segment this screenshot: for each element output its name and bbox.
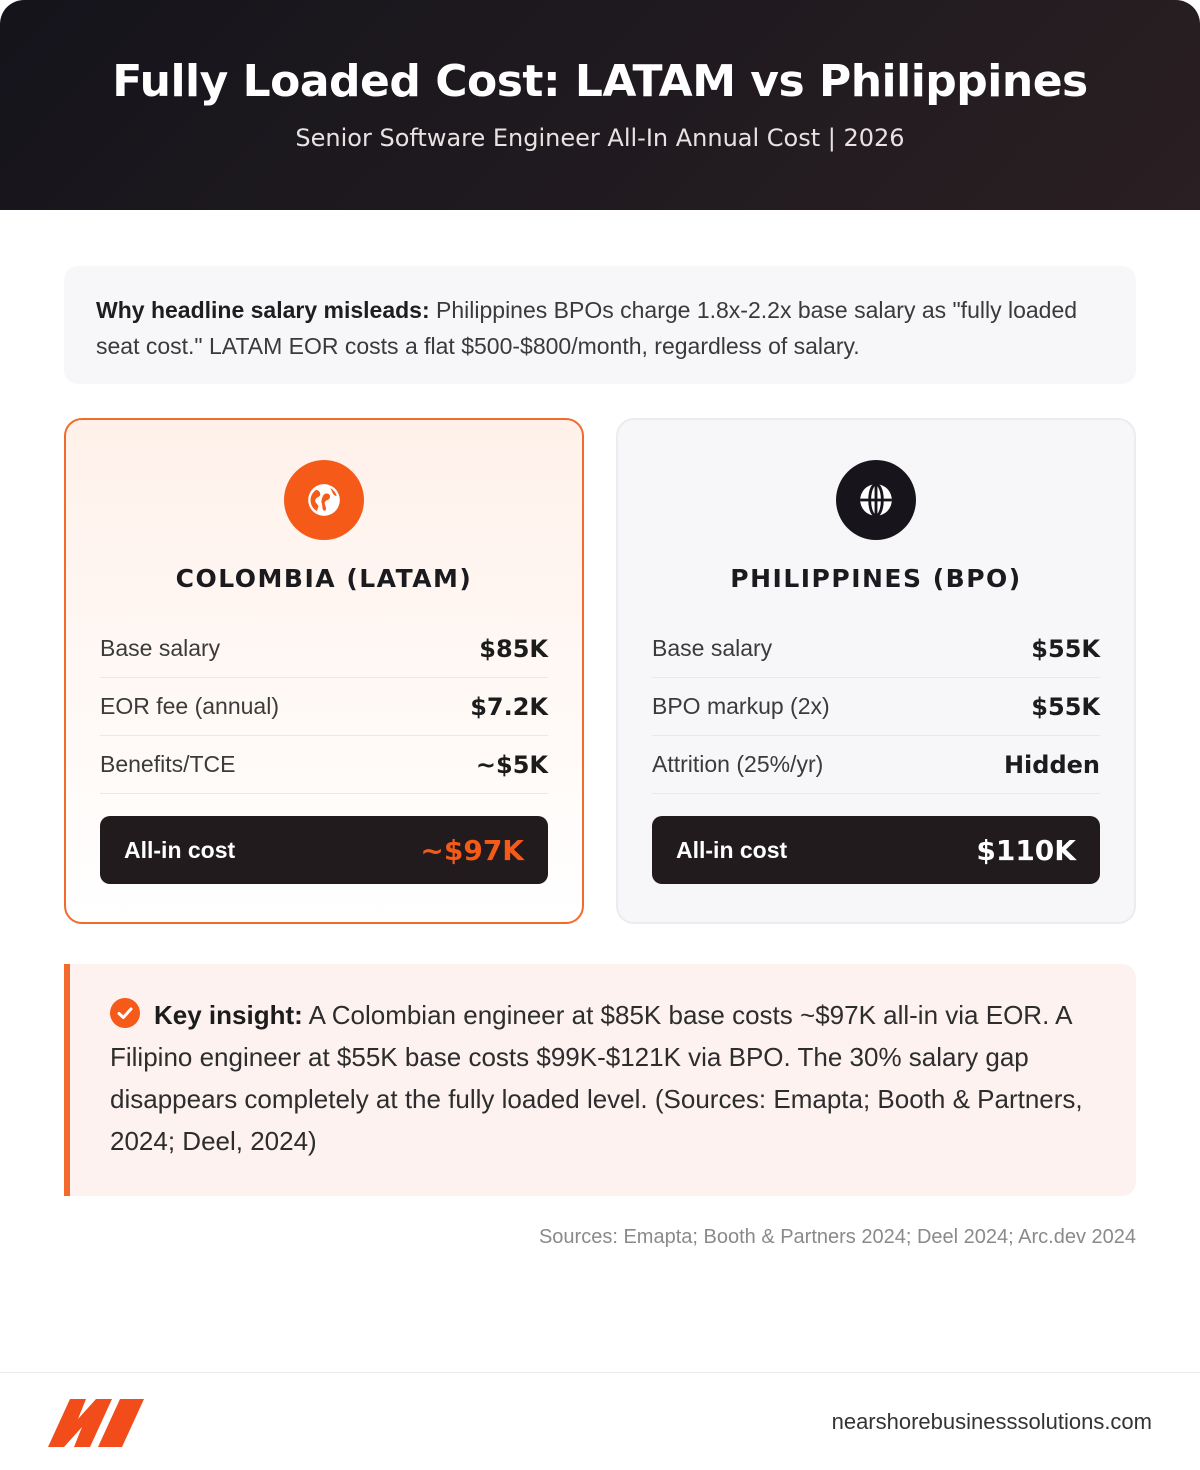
row-label: Base salary [100,635,221,661]
row-value: $55K [1031,692,1100,721]
all-in-value: ~$97K [420,833,524,867]
all-in-cost-bar [652,816,1100,884]
why-lead: Why headline salary misleads: [96,297,430,323]
cost-rows [652,620,1100,794]
all-in-label: All-in cost [676,836,788,863]
globe-americas-icon [284,460,364,540]
website-link[interactable]: nearshorebusinesssolutions.com [831,1409,1152,1434]
cost-row [652,678,1100,736]
card-title: COLOMBIA (LATAM) [175,564,473,593]
row-label: EOR fee (annual) [100,693,279,719]
globe-americas-svg [305,481,343,519]
insight-text: A Colombian engineer at $85K base costs ~$97K all-in via EOR. A Filipino engineer at $55K base costs $99K-$121K via BPO. The 30% salary gap disappears completely at the fully loaded level. (Sources: Emapta; Booth & Partners, 2024; Deel, 2024) [110,1000,1083,1156]
cost-row [652,620,1100,678]
card-philippines [616,418,1136,924]
header-banner [0,0,1200,210]
row-label: Attrition (25%/yr) [652,751,824,777]
insight-lead: Key insight: [154,1000,303,1030]
row-label: BPO markup (2x) [652,693,830,719]
cost-row [652,736,1100,794]
brand-logo-icon [48,1397,144,1452]
cost-rows [100,620,548,794]
page-subtitle: Senior Software Engineer All-In Annual Cost | 2026 [295,124,905,152]
why-text: Philippines BPOs charge 1.8x-2.2x base salary as "fully loaded seat cost." LATAM EOR costs a flat $500-$800/month, regardless of salary. [96,297,1078,359]
row-label: Benefits/TCE [100,751,236,777]
all-in-label: All-in cost [124,836,236,863]
globe-grid-svg [857,481,895,519]
row-label: Base salary [652,635,773,661]
card-colombia [64,418,584,924]
check-circle-icon [110,998,140,1028]
footer [0,1372,1200,1470]
row-value: $55K [1031,634,1100,663]
all-in-value: $110K [976,833,1076,867]
cost-row [100,678,548,736]
cost-row [100,620,548,678]
key-insight-callout [64,964,1136,1196]
all-in-cost-bar [100,816,548,884]
sources-note: Sources: Emapta; Booth & Partners 2024; Deel 2024; Arc.dev 2024 [538,1226,1136,1248]
card-title: PHILIPPINES (BPO) [730,564,1022,593]
page-title: Fully Loaded Cost: LATAM vs Philippines [112,56,1088,107]
row-value: $7.2K [470,692,548,721]
row-value: $85K [479,634,548,663]
row-value: ~$5K [475,750,548,779]
cost-row [100,736,548,794]
why-callout [64,266,1136,384]
globe-grid-icon [836,460,916,540]
row-value: Hidden [1003,750,1100,779]
